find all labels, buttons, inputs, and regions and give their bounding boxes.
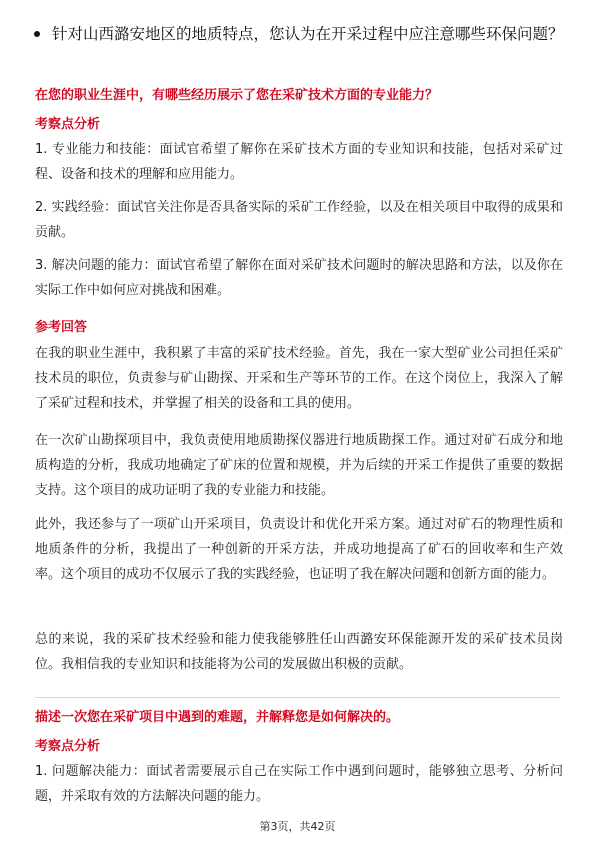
q1-answer-paragraph: 此外，我还参与了一项矿山开采项目，负责设计和优化开采方案。通过对矿石的物理性质和地质条件的分析，我提出了一种创新的开采方法，并成功地提高了矿石的回收率和生产效率。这个项目的成功不仅展示了我的实践经验，也证明了我在解决问题和创新方面的能力。 [35,517,563,582]
q1-analysis-item: 2. 实践经验：面试官关注你是否具备实际的采矿工作经验，以及在相关项目中取得的成果和贡献。 [35,200,563,240]
q1-answer-paragraph: 在我的职业生涯中，我积累了丰富的采矿技术经验。首先，我在一家大型矿业公司担任采矿技术员的职位，负责参与矿山勘探、开采和生产等环节的工作。在这个岗位上，我深入了解了采矿过程和技术，并掌握了相关的设备和工具的使用。 [35,346,563,411]
question-bullet-item [28,22,568,46]
question-bullet-text: 针对山西潞安地区的地质特点，您认为在开采过程中应注意哪些环保问题？ [52,25,564,43]
q1-analysis-heading: 考察点分析 [35,117,101,132]
q1-title: 在您的职业生涯中，有哪些经历展示了您在采矿技术方面的专业能力？ [35,88,439,103]
q1-analysis-item: 3. 解决问题的能力：面试官希望了解你在面对采矿技术问题时的解决思路和方法，以及你在实际工作中如何应对挑战和困难。 [35,258,563,298]
section-divider [35,697,560,698]
q2-title: 描述一次您在采矿项目中遇到的难题，并解释您是如何解决的。 [35,710,400,725]
page-footer: 第3页，共42页 [259,820,336,833]
q1-analysis-item: 1. 专业能力和技能：面试官希望了解你在采矿技术方面的专业知识和技能，包括对采矿过程、设备和技术的理解和应用能力。 [35,142,563,182]
q1-answer-paragraph: 在一次矿山勘探项目中，我负责使用地质勘探仪器进行地质勘探工作。通过对矿石成分和地质构造的分析，我成功地确定了矿床的位置和规模，并为后续的开采工作提供了重要的数据支持。这个项目的成功证明了我的专业能力和技能。 [35,433,563,498]
q2-analysis-item: 1. 问题解决能力：面试者需要展示自己在实际工作中遇到问题时，能够独立思考、分析问题，并采取有效的方法解决问题的能力。 [35,764,563,804]
q1-answer-heading: 参考回答 [35,320,88,335]
q1-answer-paragraph: 总的来说，我的采矿技术经验和能力使我能够胜任山西潞安环保能源开发的采矿技术员岗位。我相信我的专业知识和技能将为公司的发展做出积极的贡献。 [35,632,563,672]
q2-analysis-heading: 考察点分析 [35,739,101,754]
bullet-dot-icon [34,31,40,37]
